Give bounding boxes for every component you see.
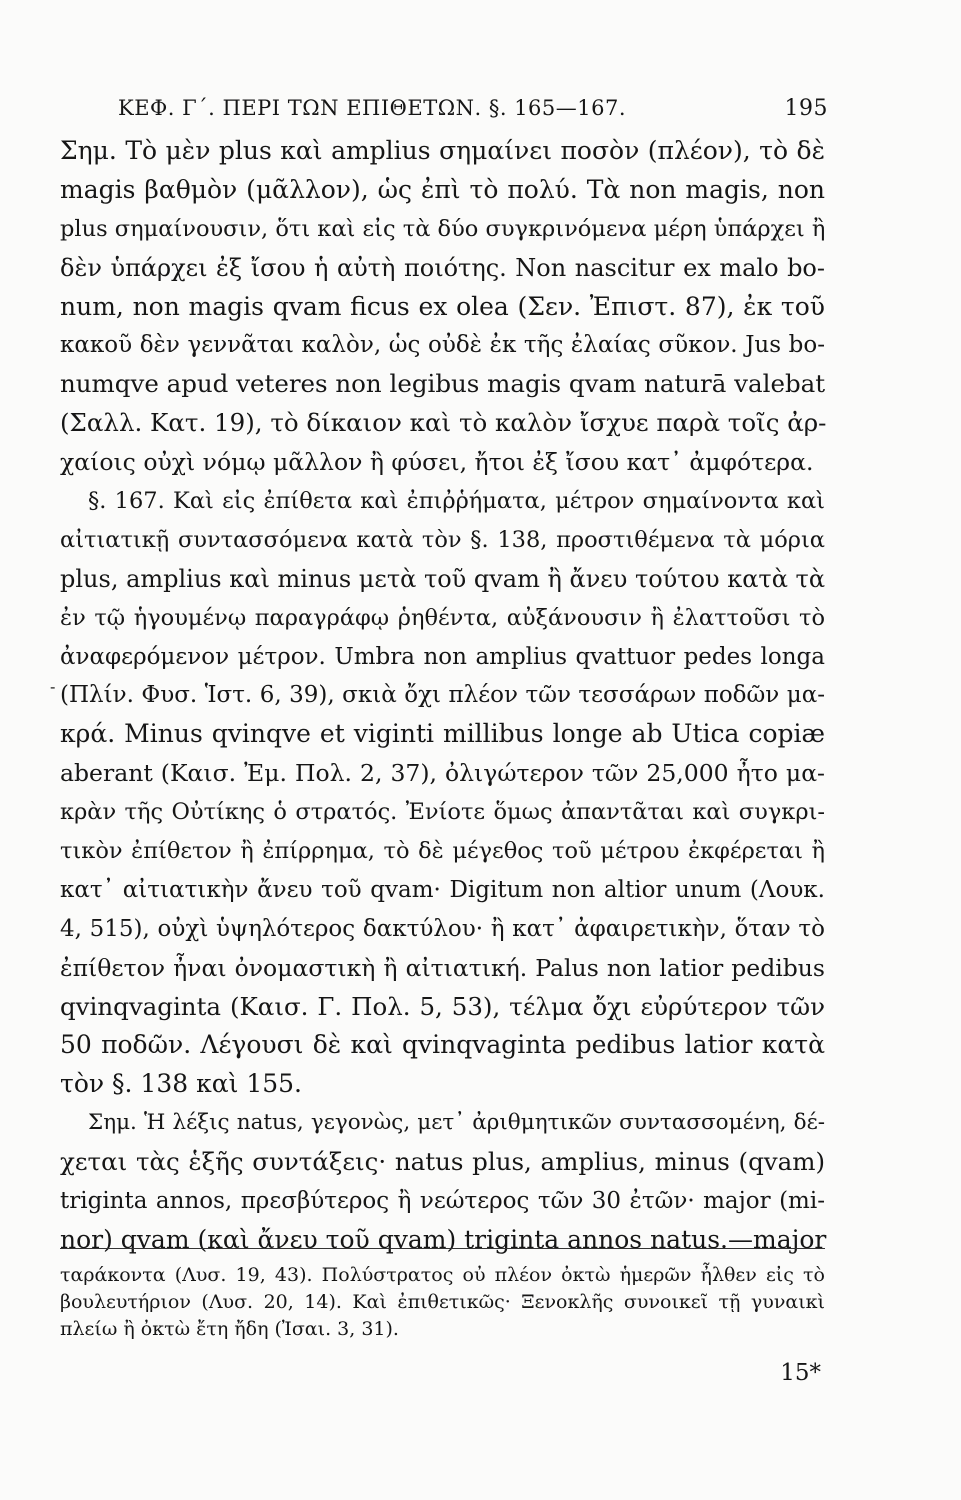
text-line: Σημ. Τὸ μὲν plus καὶ amplius σημαίνει ποσὸν (πλέον), τὸ δὲ	[60, 136, 825, 165]
text-line: qvinqvaginta (Καισ. Γ. Πολ. 5, 53), τέλμα ὄχι εὐρύτερον τῶν	[60, 991, 825, 1021]
text-line: triginta annos, πρεσβύτερος ἢ νεώτερος τῶν 30 ἐτῶν· major (mi-	[60, 1188, 825, 1215]
page-number: 195	[784, 96, 828, 121]
text-line: χαίοις οὐχὶ νόμῳ μᾶλλον ἢ φύσει, ἤτοι ἐξ ἴσου κατ᾽ ἀμφότερα.	[60, 448, 814, 477]
text-line: τὸν §. 138 καὶ 155.	[60, 1069, 303, 1099]
text-line: ἐν τῷ ἡγουμένῳ παραγράφῳ ῥηθέντα, αὐξάνουσιν ἢ ἐλαττοῦσι τὸ	[60, 604, 825, 631]
text-line: Σημ. Ἡ λέξις natus, γεγονὼς, μετ᾽ ἀριθμητικῶν συντασσομένη, δέ-	[88, 1110, 825, 1136]
page-header	[118, 96, 828, 130]
text-line: χεται τὰς ἑξῆς συντάξεις· natus plus, amplius, minus (qvam)	[60, 1147, 825, 1177]
text-line: 4, 515), οὐχὶ ὑψηλότερος δακτύλου· ἢ κατ᾽ ἀφαιρετικὴν, ὅταν τὸ	[60, 915, 825, 942]
footnote-line: πλείω ἢ ὀκτὼ ἔτη ἤδη (Ἰσαι. 3, 31).	[60, 1318, 399, 1340]
text-line: κρὰν τῆς Οὐτίκης ὁ στρατός. Ἐνίοτε ὅμως ἀπαντᾶται καὶ συγκρι-	[60, 799, 825, 826]
footnotes	[60, 1262, 825, 1343]
text-line: κρά. Minus qvinqve et viginti millibus longe ab Utica copiæ	[60, 719, 825, 749]
running-title: ΚΕΦ. Γ΄. ΠΕΡΙ ΤΩΝ ΕΠΙΘΕΤΩΝ. §. 165—167.	[118, 96, 627, 120]
text-line: nor) qvam (καὶ ἄνευ τοῦ qvam) triginta annos natus.—major	[60, 1224, 827, 1254]
margin-mark: ‐	[50, 677, 56, 696]
text-line: plus σημαίνουσιν, ὅτι καὶ εἰς τὰ δύο συγκρινόμενα μέρη ὑπάρχει ἢ	[60, 215, 826, 242]
text-line: τικὸν ἐπίθετον ἢ ἐπίρρημα, τὸ δὲ μέγεθος τοῦ μέτρου ἐκφέρεται ἢ	[60, 838, 825, 865]
text-line: num, non magis qvam ficus ex olea (Σεν. Ἐπιστ. 87), ἐκ τοῦ	[60, 291, 825, 321]
main-text	[60, 132, 825, 1260]
signature-mark: 15*	[780, 1360, 821, 1386]
text-line: κακοῦ δὲν γεννᾶται καλὸν, ὡς οὐδὲ ἐκ τῆς ἐλαίας σῦκον. Jus bo-	[60, 332, 825, 359]
text-line: plus, amplius καὶ minus μετὰ τοῦ qvam ἢ ἄνευ τούτου κατὰ τὰ	[60, 564, 826, 593]
footnote-rule	[60, 1248, 825, 1249]
text-line: aberant (Καισ. Ἐμ. Πολ. 2, 37), ὀλιγώτερον τῶν 25,000 ἦτο μα-	[60, 759, 825, 788]
text-line: δὲν ὑπάρχει ἐξ ἴσου ἡ αὐτὴ ποιότης. Non nascitur ex malo bo-	[60, 253, 825, 282]
footnote-line: βουλευτήριον (Λυσ. 20, 14). Καὶ ἐπιθετικῶς· Ξενοκλῆς συνοικεῖ τῇ γυναικὶ	[60, 1291, 825, 1313]
text-line: ἀναφερόμενον μέτρον. Umbra non amplius qvattuor pedes longa	[60, 643, 825, 670]
footnote-line: ταράκοντα (Λυσ. 19, 43). Πολύστρατος οὐ πλέον ὀκτὼ ἡμερῶν ἦλθεν εἰς τὸ	[60, 1264, 825, 1286]
text-line: κατ᾽ αἰτιατικὴν ἄνευ τοῦ qvam· Digitum non altior unum (Λουκ.	[60, 876, 825, 903]
text-line: §. 167. Καὶ εἰς ἐπίθετα καὶ ἐπιῤῥήματα, μέτρον σημαίνοντα καὶ	[88, 488, 825, 515]
text-line: (Πλίν. Φυσ. Ἱστ. 6, 39), σκιὰ ὄχι πλέον τῶν τεσσάρων ποδῶν μα-	[60, 682, 825, 709]
text-line: (Σαλλ. Κατ. 19), τὸ δίκαιον καὶ τὸ καλὸν ἴσχυε παρὰ τοῖς ἀρ-	[60, 408, 827, 438]
text-line: magis βαθμὸν (μᾶλλον), ὡς ἐπὶ τὸ πολύ. Τὰ non magis, non	[60, 174, 825, 204]
text-line: 50 ποδῶν. Λέγουσι δὲ καὶ qvinqvaginta pedibus latior κατὰ	[60, 1030, 825, 1060]
text-line: ἐπίθετον ἦναι ὀνομαστικὴ ἢ αἰτιατική. Palus non latior pedibus	[60, 953, 825, 982]
text-line: numqve apud veteres non legibus magis qvam naturā valebat	[60, 369, 826, 399]
text-line: αἰτιατικῇ συντασσόμενα κατὰ τὸν §. 138, προστιθέμενα τὰ μόρια	[60, 526, 825, 553]
